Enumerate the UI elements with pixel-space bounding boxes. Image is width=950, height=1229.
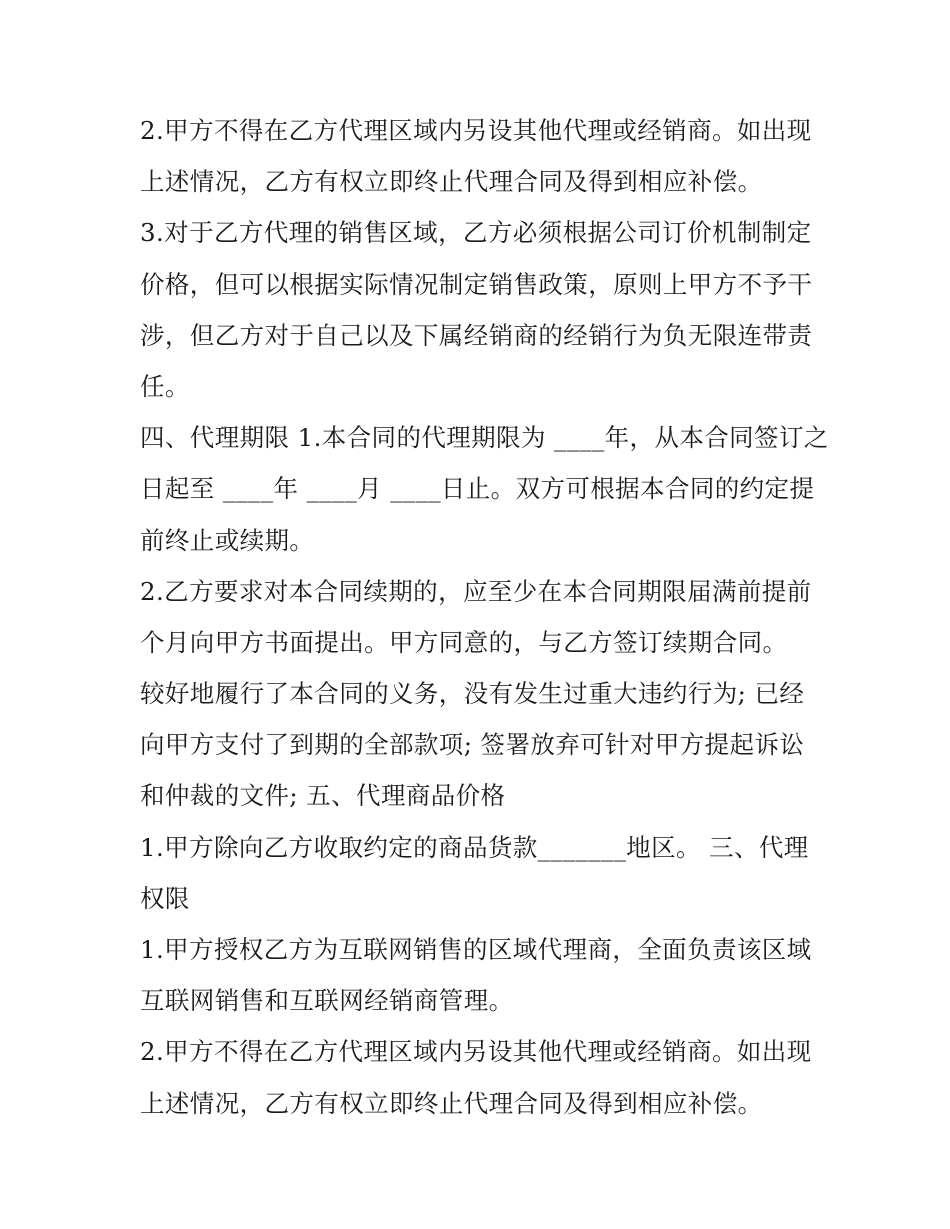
text-line: 四、代理期限 1.本合同的代理期限为 ____年，从本合同签订之: [140, 423, 829, 453]
text-line: 任。: [140, 371, 190, 401]
text-line: 权限: [140, 883, 190, 913]
text-line: 较好地履行了本合同的义务，没有发生过重大违约行为; 已经: [140, 679, 805, 709]
text-line: 1.甲方授权乙方为互联网销售的区域代理商，全面负责该区域: [140, 935, 812, 964]
text-line: 互联网销售和互联网经销商管理。: [140, 986, 514, 1016]
text-line: 日起至 ____年 ____月 ____日止。双方可根据本合同的约定提: [140, 474, 815, 504]
text-line: 向甲方支付了到期的全部款项; 签署放弃可针对甲方提起诉讼: [140, 730, 805, 760]
text-line: 和仲裁的文件; 五、代理商品价格: [140, 781, 506, 811]
text-line: 3.对于乙方代理的销售区域，乙方必须根据公司订价机制制定: [140, 218, 812, 248]
text-line: 2.甲方不得在乙方代理区域内另设其他代理或经销商。如出现: [140, 116, 812, 145]
text-line: 涉，但乙方对于自己以及下属经销商的经销行为负无限连带责: [140, 320, 813, 350]
text-line: 上述情况，乙方有权立即终止代理合同及得到相应补偿。: [140, 167, 763, 197]
text-line: 价格，但可以根据实际情况制定销售政策，原则上甲方不予干: [140, 269, 813, 299]
text-line: 1.甲方除向乙方收取约定的商品货款_______地区。 三、代理: [140, 832, 809, 862]
text-line: 2.乙方要求对本合同续期的，应至少在本合同期限届满前提前: [140, 576, 812, 606]
text-line: 上述情况，乙方有权立即终止代理合同及得到相应补偿。: [140, 1088, 763, 1118]
text-line: 2.甲方不得在乙方代理区域内另设其他代理或经销商。如出现: [140, 1037, 812, 1067]
text-line: 前终止或续期。: [140, 525, 315, 555]
text-line: 个月向甲方书面提出。甲方同意的，与乙方签订续期合同。: [140, 627, 788, 657]
contract-text: [140, 105, 829, 1129]
